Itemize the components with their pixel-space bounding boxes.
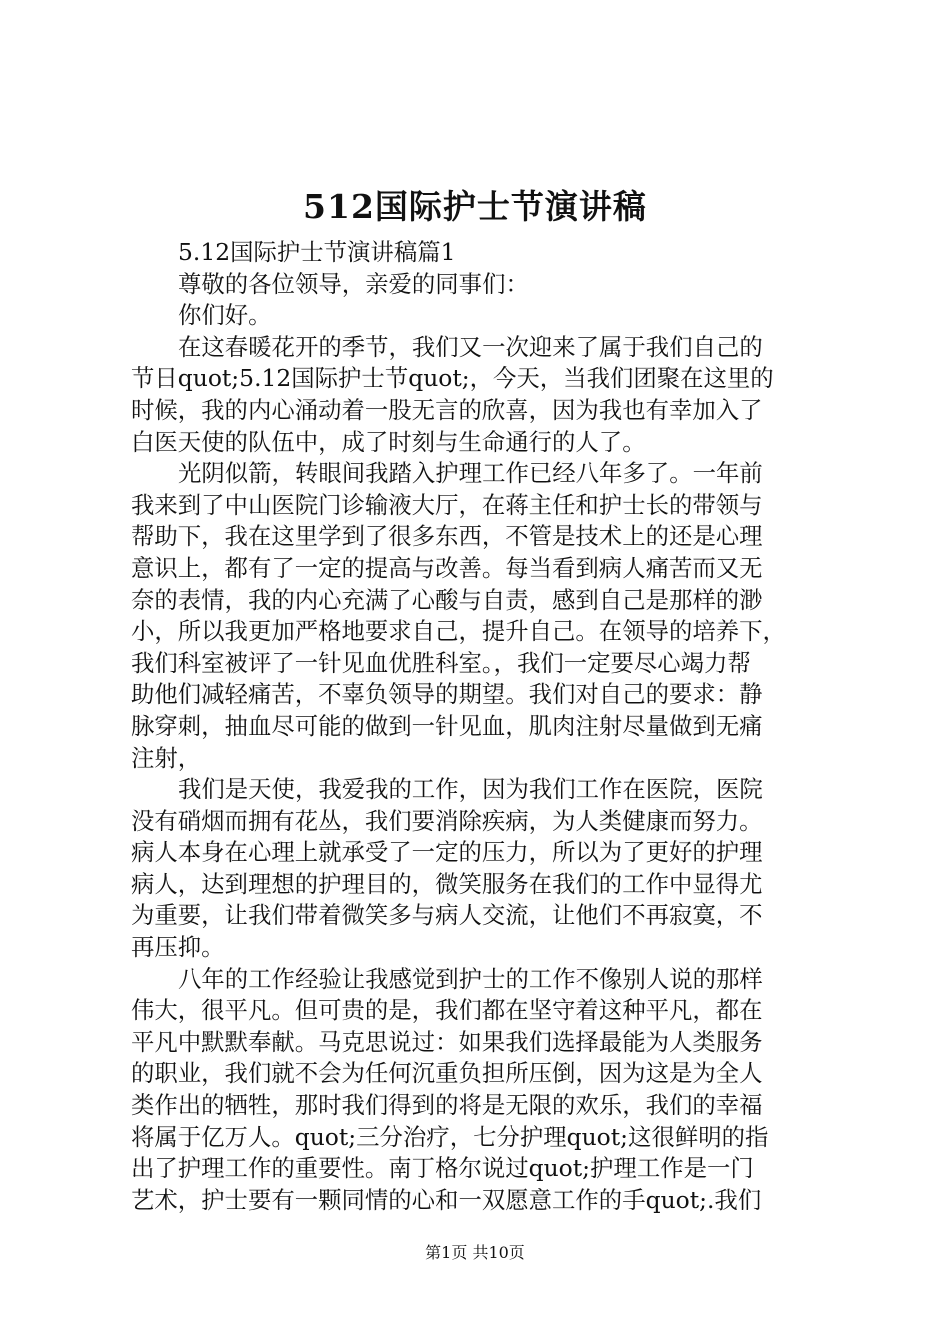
text-line: 的职业，我们就不会为任何沉重负担所压倒，因为这是为全人 [131, 1059, 763, 1088]
text-line: 注射， [131, 743, 202, 772]
text-line: 再压抑。 [131, 933, 225, 962]
text-line: 我们是天使，我爱我的工作，因为我们工作在医院，医院 [178, 775, 763, 804]
document-body [131, 237, 831, 1216]
text-line: 在这春暖花开的季节，我们又一次迎来了属于我们自己的 [178, 332, 763, 361]
text-line: 平凡中默默奉献。马克思说过：如果我们选择最能为人类服务 [131, 1027, 763, 1056]
text-line: 白医天使的队伍中，成了时刻与生命通行的人了。 [131, 427, 646, 456]
text-line: 艺术，护士要有一颗同情的心和一双愿意工作的手quot;.我们 [131, 1185, 762, 1214]
text-line: 奈的表情，我的内心充满了心酸与自责，感到自己是那样的渺 [131, 585, 763, 614]
text-line: 助他们减轻痛苦，不辜负领导的期望。我们对自己的要求：静 [131, 680, 763, 709]
text-line: 类作出的牺牲，那时我们得到的将是无限的欢乐，我们的幸福 [131, 1091, 763, 1120]
text-line: 5.12国际护士节演讲稿篇1 [178, 238, 456, 266]
text-line: 你们好。 [178, 301, 272, 330]
text-line: 脉穿刺，抽血尽可能的做到一针见血，肌肉注射尽量做到无痛 [131, 711, 763, 740]
text-line: 小，所以我更加严格地要求自己，提升自己。在领导的培养下， [131, 617, 786, 646]
text-line: 八年的工作经验让我感觉到护士的工作不像别人说的那样 [178, 964, 763, 993]
text-line: 尊敬的各位领导，亲爱的同事们： [178, 269, 529, 298]
text-line: 为重要，让我们带着微笑多与病人交流，让他们不再寂寞，不 [131, 901, 763, 930]
text-line: 将属于亿万人。quot;三分治疗，七分护理quot;这很鲜明的指 [131, 1122, 769, 1151]
text-line: 意识上，都有了一定的提高与改善。每当看到病人痛苦而又无 [131, 553, 763, 582]
document-title: 512国际护士节演讲稿 [303, 187, 647, 226]
text-line: 光阴似箭，转眼间我踏入护理工作已经八年多了。一年前 [178, 459, 763, 488]
text-line: 帮助下，我在这里学到了很多东西，不管是技术上的还是心理 [131, 522, 763, 551]
text-line: 没有硝烟而拥有花丛，我们要消除疾病，为人类健康而努力。 [131, 806, 763, 835]
text-line: 时候，我的内心涌动着一股无言的欣喜，因为我也有幸加入了 [131, 395, 763, 424]
text-line: 我们科室被评了一针见血优胜科室。，我们一定要尽心竭力帮 [131, 648, 751, 677]
text-line: 出了护理工作的重要性。南丁格尔说过quot;护理工作是一门 [131, 1154, 754, 1183]
text-line: 伟大，很平凡。但可贵的是，我们都在坚守着这种平凡，都在 [131, 996, 763, 1025]
text-line: 病人本身在心理上就承受了一定的压力，所以为了更好的护理 [131, 838, 763, 867]
text-line: 节日quot;5.12国际护士节quot;，今天，当我们团聚在这里的 [131, 364, 774, 393]
text-line: 病人，达到理想的护理目的，微笑服务在我们的工作中显得尤 [131, 869, 763, 898]
text-line: 我来到了中山医院门诊输液大厅，在蒋主任和护士长的带领与 [131, 490, 763, 519]
page-footer: 第1页 共10页 [425, 1243, 525, 1262]
